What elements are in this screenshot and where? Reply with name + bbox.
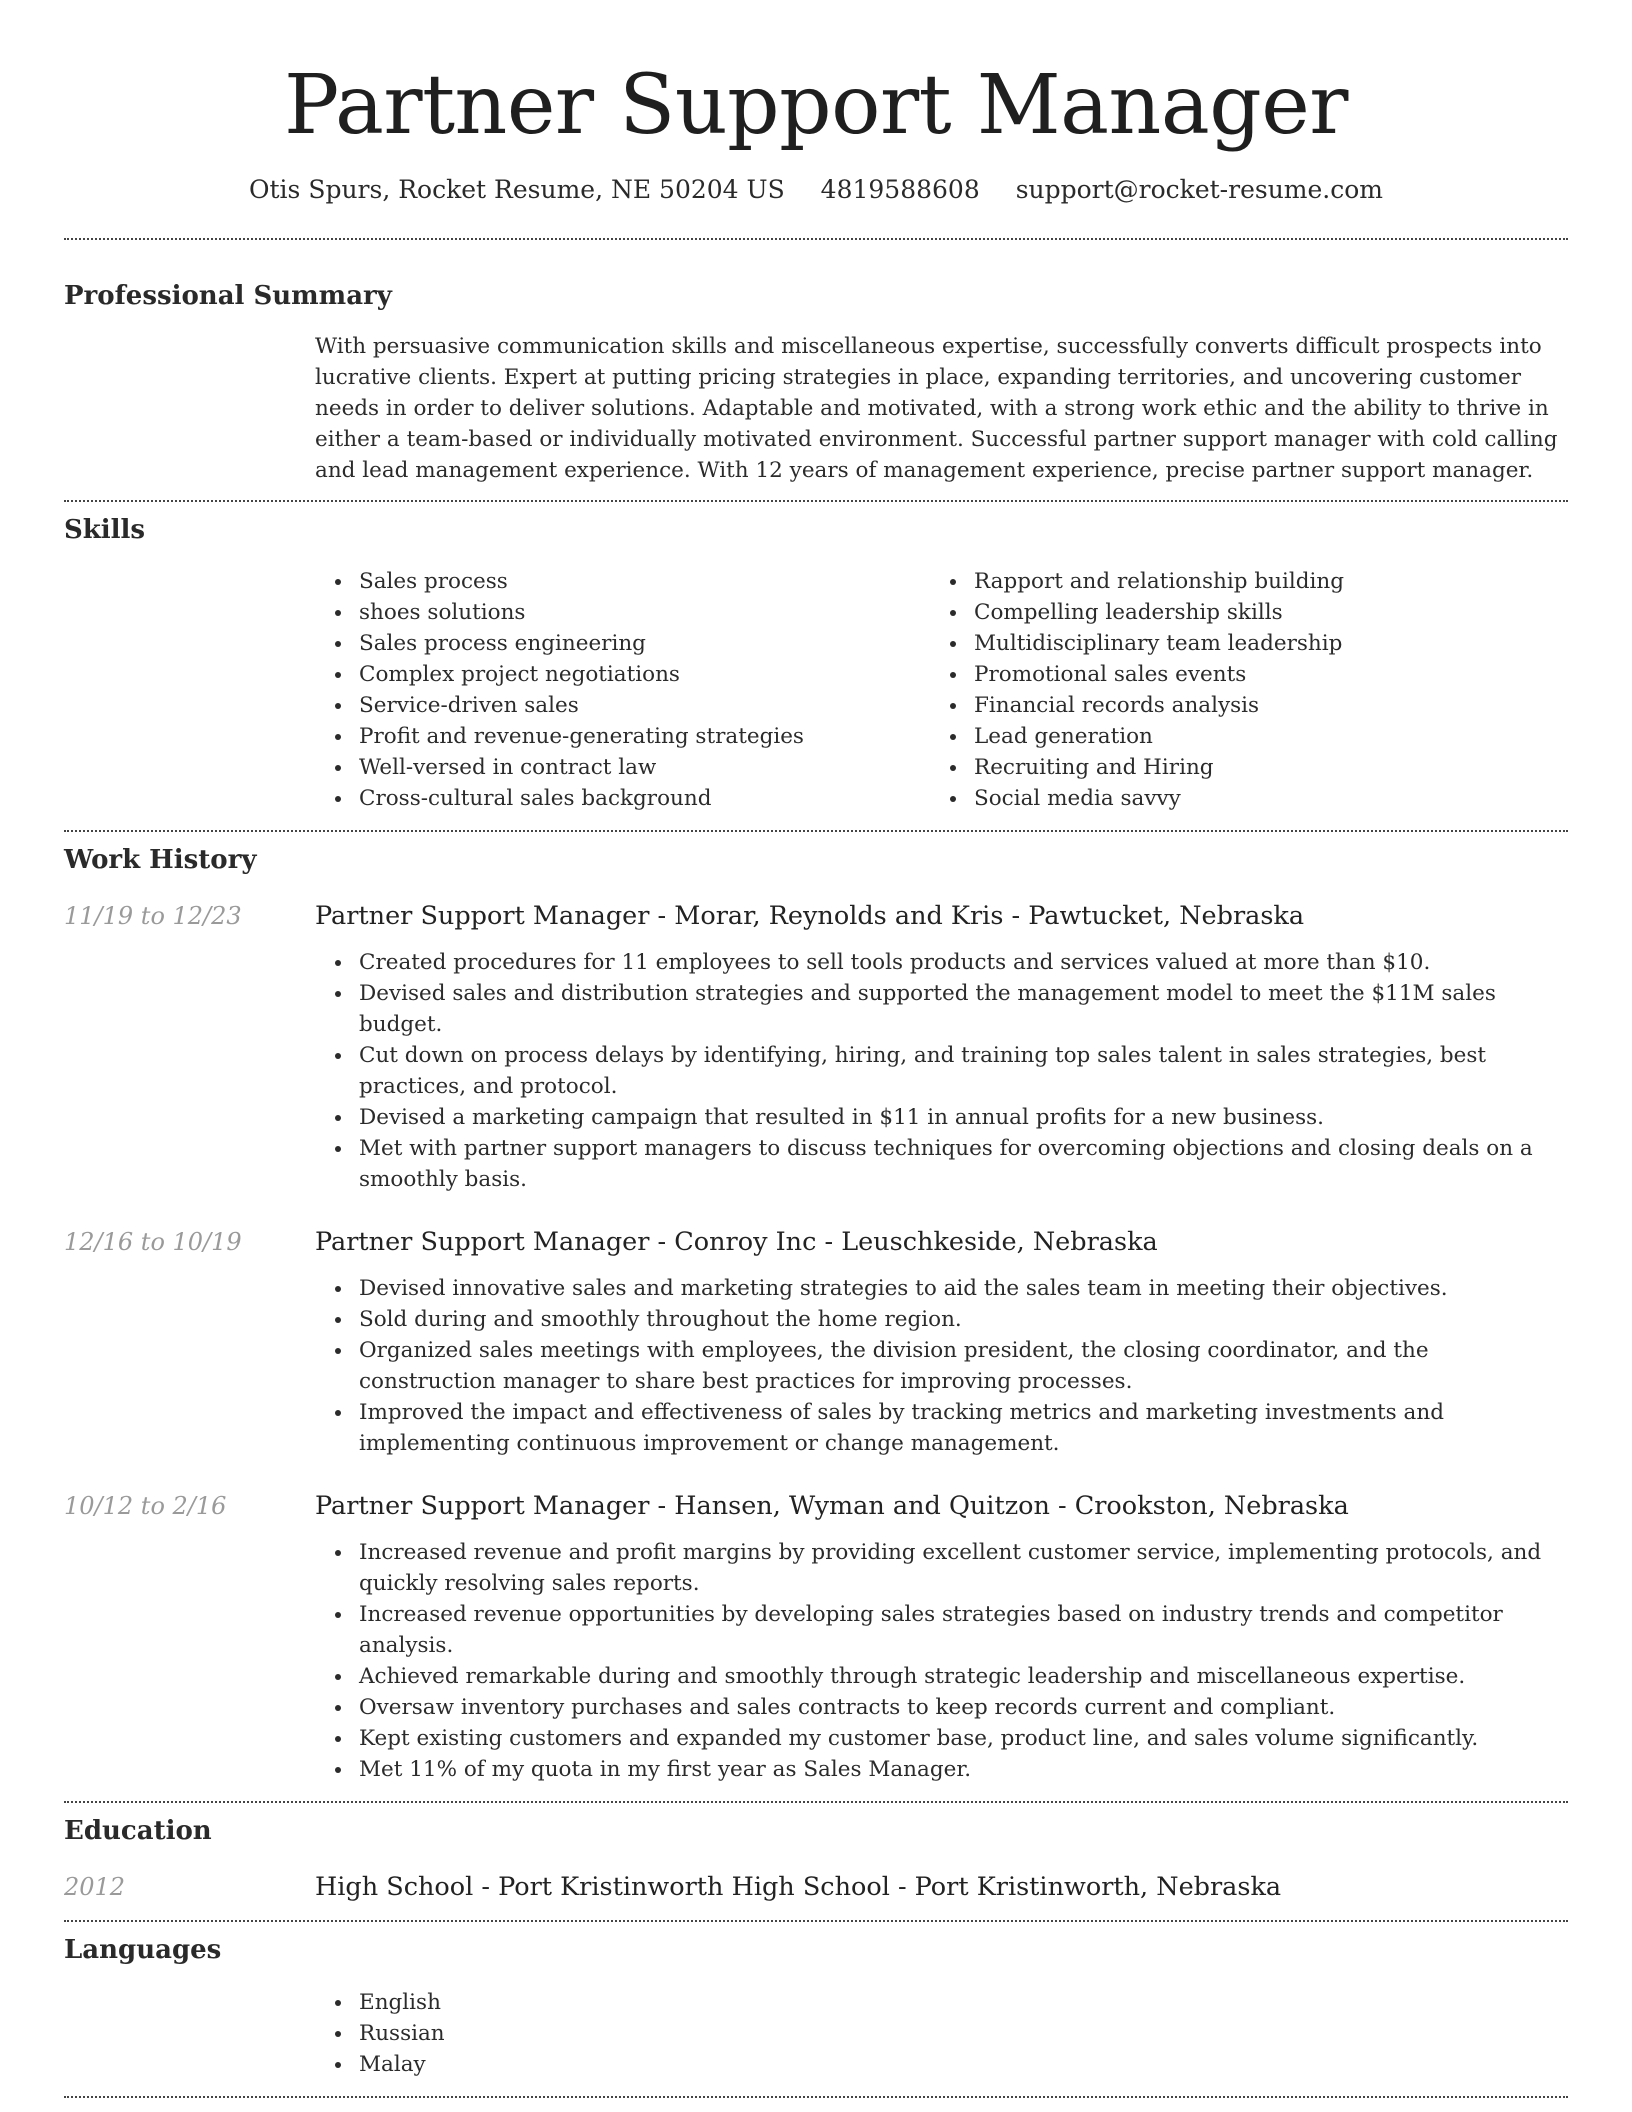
skill-item: shoes solutions xyxy=(315,597,930,628)
job-bullet: Cut down on process delays by identifying, hiring, and training top sales talent in sales strategies, best practices, and protocol. xyxy=(315,1040,1568,1102)
job-bullet: Kept existing customers and expanded my customer base, product line, and sales volume significantly. xyxy=(315,1723,1568,1754)
job-entry xyxy=(64,899,1568,1195)
language-item: Russian xyxy=(315,2018,1568,2049)
job-dates: 10/12 to 2/16 xyxy=(64,1492,227,1520)
job-bullet: Achieved remarkable during and smoothly through strategic leadership and miscellaneous expertise. xyxy=(315,1661,1568,1692)
education-year: 2012 xyxy=(64,1873,126,1901)
skill-item: Multidisciplinary team leadership xyxy=(930,628,1545,659)
skill-item: Lead generation xyxy=(930,721,1545,752)
job-bullet: Organized sales meetings with employees, the division president, the closing coordinator, and the construction manager to share best practices for improving processes. xyxy=(315,1335,1568,1397)
skill-item: Financial records analysis xyxy=(930,690,1545,721)
skill-item: Cross-cultural sales background xyxy=(315,783,930,814)
section-title-summary: Professional Summary xyxy=(64,281,392,311)
section-divider xyxy=(64,500,1568,502)
skill-item: Recruiting and Hiring xyxy=(930,752,1545,783)
job-dates: 12/16 to 10/19 xyxy=(64,1228,242,1256)
resume-title: Partner Support Manager xyxy=(284,58,1348,153)
job-bullet: Improved the impact and effectiveness of sales by tracking metrics and marketing investments and implementing continuous improvement or change management. xyxy=(315,1397,1568,1459)
skills-list-right xyxy=(930,566,1545,814)
education-section xyxy=(64,1814,1568,1904)
job-bullet: Met with partner support managers to discuss techniques for overcoming objections and closing deals on a smoothly basis. xyxy=(315,1133,1568,1195)
job-entry xyxy=(64,1489,1568,1785)
skill-item: Rapport and relationship building xyxy=(930,566,1545,597)
contact-address: Otis Spurs, Rocket Resume, NE 50204 US xyxy=(249,175,785,204)
skill-item: Social media savvy xyxy=(930,783,1545,814)
skill-item: Promotional sales events xyxy=(930,659,1545,690)
job-heading: Partner Support Manager - Morar, Reynolds and Kris - Pawtucket, Nebraska xyxy=(315,901,1305,931)
summary-text: With persuasive communication skills and miscellaneous expertise, successfully converts difficult prospects into lucrative clients. Expert at putting pricing strategies in place, expanding territories, and uncovering customer needs in order to deliver solutions. Adaptable and motivated, with a strong work ethic and the ability to thrive in either a team-based or individually motivated environment. Successful partner support manager with cold calling and lead management experience. With 12 years of management experience, precise partner support manager. xyxy=(315,334,1558,483)
job-bullet: Increased revenue and profit margins by providing excellent customer service, implementing protocols, and quickly resolving sales reports. xyxy=(315,1537,1568,1599)
section-title-education: Education xyxy=(64,1816,212,1846)
skill-item: Well-versed in contract law xyxy=(315,752,930,783)
education-entry xyxy=(64,1870,1568,1904)
skill-item: Sales process engineering xyxy=(315,628,930,659)
job-bullet: Met 11% of my quota in my first year as Sales Manager. xyxy=(315,1754,1568,1785)
languages-list xyxy=(315,1987,1568,2080)
contact-phone: 4819588608 xyxy=(820,175,980,204)
job-bullet: Created procedures for 11 employees to sell tools products and services valued at more than $10. xyxy=(315,947,1568,978)
job-bullet: Devised a marketing campaign that resulted in $11 in annual profits for a new business. xyxy=(315,1102,1568,1133)
contact-email: support@rocket-resume.com xyxy=(1015,175,1383,204)
job-bullet: Increased revenue opportunities by developing sales strategies based on industry trends and competitor analysis. xyxy=(315,1599,1568,1661)
job-dates: 11/19 to 12/23 xyxy=(64,902,242,930)
work-history-section xyxy=(64,843,1568,1785)
section-title-languages: Languages xyxy=(64,1935,222,1965)
education-heading: High School - Port Kristinworth High School - Port Kristinworth, Nebraska xyxy=(315,1872,1282,1902)
job-bullet: Oversaw inventory purchases and sales contracts to keep records current and compliant. xyxy=(315,1692,1568,1723)
languages-section xyxy=(64,1933,1568,2080)
section-title-work: Work History xyxy=(64,845,257,875)
section-divider xyxy=(64,1801,1568,1803)
skill-item: Service-driven sales xyxy=(315,690,930,721)
section-divider xyxy=(64,1920,1568,1922)
language-item: Malay xyxy=(315,2049,1568,2080)
job-bullet: Devised innovative sales and marketing strategies to aid the sales team in meeting their objectives. xyxy=(315,1273,1568,1304)
skills-list-left xyxy=(315,566,930,814)
job-heading: Partner Support Manager - Conroy Inc - Leuschkeside, Nebraska xyxy=(315,1227,1158,1257)
skill-item: Compelling leadership skills xyxy=(930,597,1545,628)
section-title-skills: Skills xyxy=(64,515,146,545)
skill-item: Profit and revenue-generating strategies xyxy=(315,721,930,752)
job-bullets xyxy=(315,1537,1568,1785)
job-bullets xyxy=(315,947,1568,1195)
skill-item: Complex project negotiations xyxy=(315,659,930,690)
job-bullets xyxy=(315,1273,1568,1459)
skills-section xyxy=(64,513,1568,814)
section-divider xyxy=(64,2096,1568,2098)
job-heading: Partner Support Manager - Hansen, Wyman and Quitzon - Crookston, Nebraska xyxy=(315,1491,1349,1521)
section-divider xyxy=(64,238,1568,240)
job-bullet: Devised sales and distribution strategies and supported the management model to meet the $11M sales budget. xyxy=(315,978,1568,1040)
contact-line xyxy=(64,170,1568,210)
section-divider xyxy=(64,830,1568,832)
resume-page xyxy=(64,0,1568,2098)
summary-section xyxy=(64,279,1568,486)
language-item: English xyxy=(315,1987,1568,2018)
job-entry xyxy=(64,1225,1568,1459)
skill-item: Sales process xyxy=(315,566,930,597)
job-bullet: Sold during and smoothly throughout the home region. xyxy=(315,1304,1568,1335)
